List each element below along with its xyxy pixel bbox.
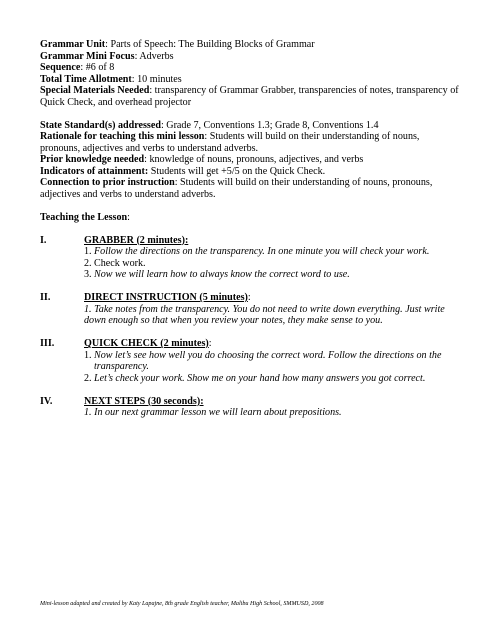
list-item: 1. Now let’s see how well you do choosing the correct word. Follow the directions on the transparency. (84, 349, 442, 372)
list-item: 2. Check work. (84, 257, 146, 269)
detail-prior-knowledge: Prior knowledge needed: knowledge of nouns, pronouns, adjectives, and verbs (40, 154, 364, 165)
section-numeral: III. (40, 338, 55, 349)
list-item: 1. In our next grammar lesson we will learn about prepositions. (84, 407, 342, 418)
detail-rationale: Rationale for teaching this mini lesson: Students will build on their understanding of nouns, pronouns, adjectives and verbs to understand adverbs. (40, 131, 420, 154)
header-sequence: Sequence: #6 of 8 (40, 62, 115, 73)
detail-state-standards: State Standard(s) addressed: Grade 7, Conventions 1.3; Grade 8, Conventions 1.4 (40, 119, 379, 131)
section-title: DIRECT INSTRUCTION (5 minutes): (84, 292, 251, 303)
detail-connection: Connection to prior instruction: Students will build on their understanding of nouns, pronouns, adjectives and verbs to understand adverbs. (40, 177, 433, 200)
header-time-allotment: Total Time Allotment: 10 minutes (40, 73, 182, 85)
header-special-materials: Special Materials Needed: transparency of Grammar Grabber, transparencies of notes, transparency of Quick Check, and overhead projector (40, 85, 459, 108)
header-mini-focus: Grammar Mini Focus: Adverbs (40, 50, 174, 62)
header-grammar-unit: Grammar Unit: Parts of Speech: The Building Blocks of Grammar (40, 39, 315, 50)
teaching-heading: Teaching the Lesson: (40, 211, 130, 223)
footer-credit: Mini-lesson adapted and created by Katy Lapajne, 8th grade English teacher, Malibu High School, SMMUSD, 2008 (40, 601, 324, 607)
section-numeral: II. (40, 292, 51, 303)
section-numeral: I. (40, 234, 47, 246)
detail-indicators: Indicators of attainment: Students will get +5/5 on the Quick Check. (40, 165, 326, 177)
section-title: GRABBER (2 minutes): (84, 234, 189, 246)
section-direct-instruction (40, 292, 460, 327)
section-grabber (40, 235, 460, 281)
list-item: 1. Follow the directions on the transparency. In one minute you will check your work. (84, 246, 430, 257)
list-item: 1. Take notes from the transparency. You do not need to write down everything. Just write down enough so that when you review your notes, they make sense to you. (84, 303, 445, 326)
document-body (40, 39, 460, 419)
section-next-steps (40, 396, 460, 419)
list-item: 3. Now we will learn how to always know the correct word to use. (84, 269, 350, 280)
section-title: QUICK CHECK (2 minutes): (84, 338, 212, 349)
section-numeral: IV. (40, 395, 53, 407)
list-item: 2. Let’s check your work. Show me on your hand how many answers you got correct. (84, 372, 426, 384)
section-title: NEXT STEPS (30 seconds): (84, 395, 204, 407)
section-quick-check (40, 338, 460, 384)
